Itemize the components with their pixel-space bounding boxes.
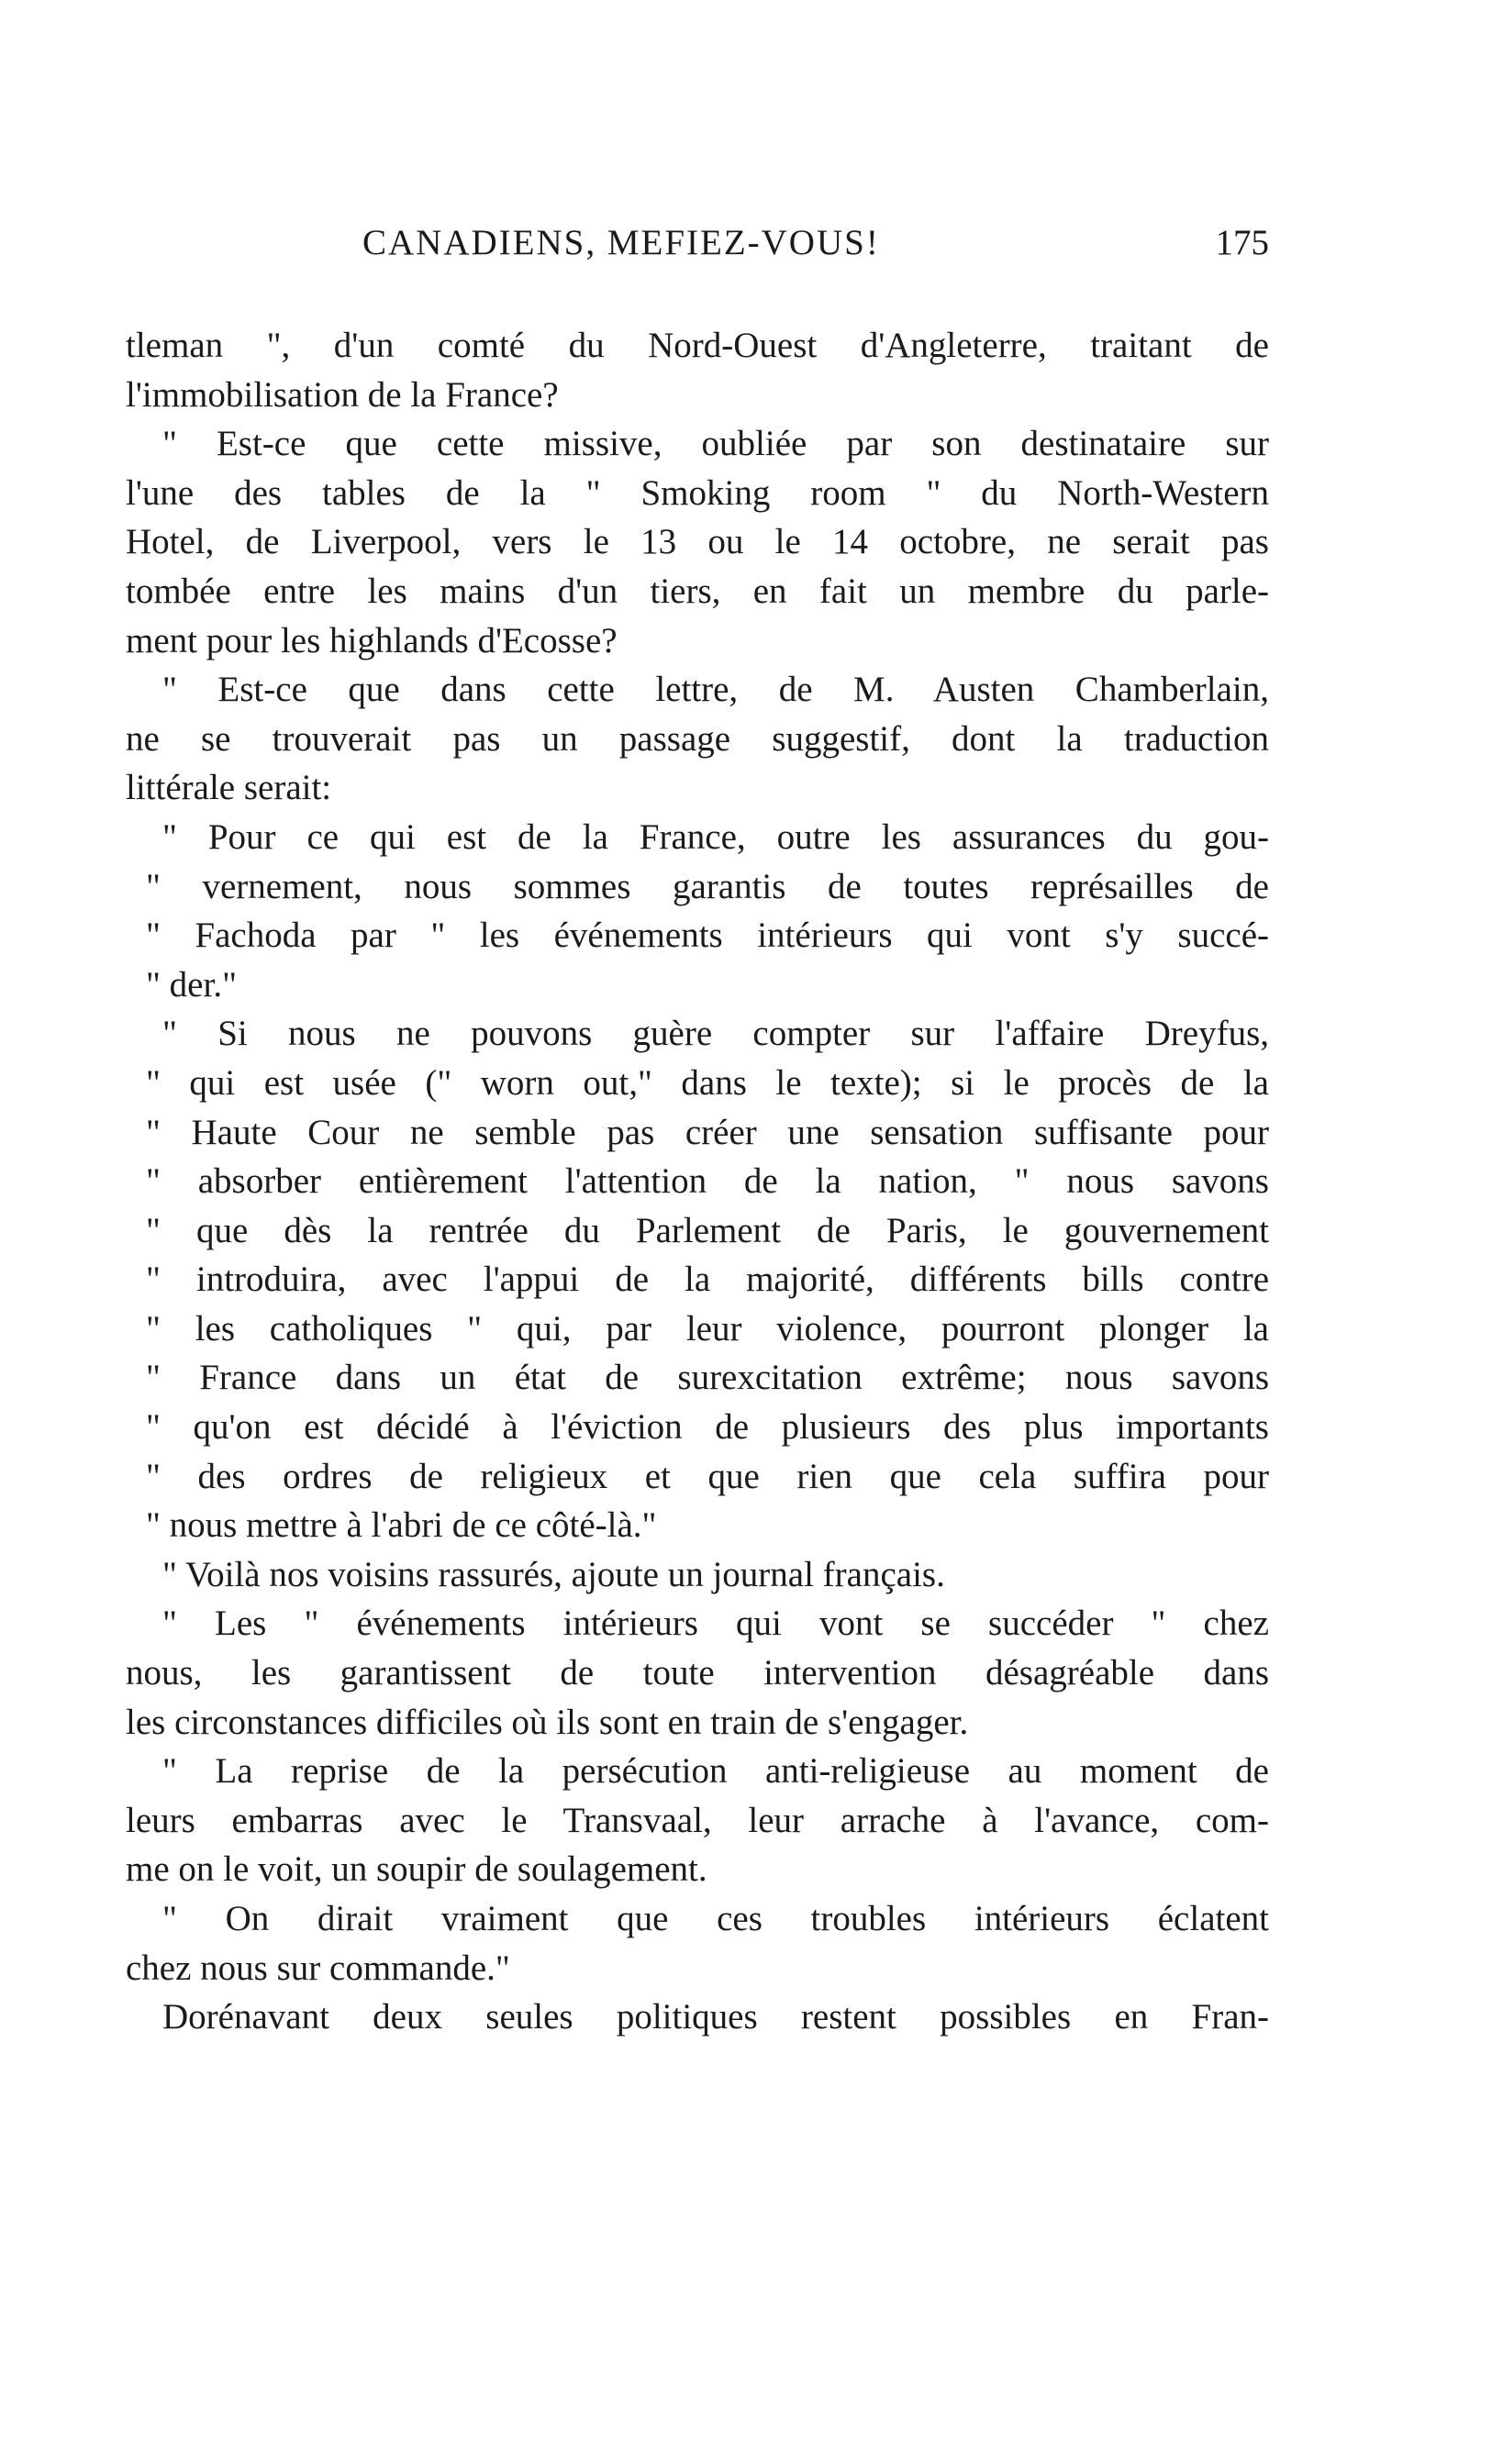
running-title: CANADIENS, MEFIEZ-VOUS! <box>362 223 880 262</box>
text-line: ment pour les highlands d'Ecosse? <box>126 620 618 660</box>
text-line: me on le voit, un soupir de soulagement. <box>126 1849 707 1890</box>
text-line: " absorber entièrement l'attention de la nation, " nous savons <box>146 1161 1269 1202</box>
text-line: " der." <box>146 964 237 1004</box>
text-line: tleman ", d'un comté du Nord-Ouest d'Angleterre, traitant de <box>126 326 1269 365</box>
text-line: " Est-ce que cette missive, oubliée par son destinataire sur <box>162 424 1269 464</box>
text-line: " Est-ce que dans cette lettre, de M. Austen Chamberlain, <box>162 670 1269 710</box>
text-line: les circonstances difficiles où ils sont en train de s'engager. <box>126 1702 969 1742</box>
text-line: " introduira, avec l'appui de la majorité, différents bills contre <box>146 1260 1269 1300</box>
text-line: " qui est usée (" worn out," dans le texte); si le procès de la <box>146 1062 1269 1103</box>
page-number: 175 <box>1215 223 1269 262</box>
text-line: chez nous sur commande." <box>126 1948 510 1988</box>
text-line: leurs embarras avec le Transvaal, leur arrache à l'avance, com- <box>126 1800 1269 1840</box>
running-head <box>362 222 1269 277</box>
text-line: nous, les garantissent de toute intervention désagréable dans <box>126 1653 1269 1693</box>
body-text <box>126 321 1269 2042</box>
text-line: " Haute Cour ne semble pas créer une sensation suffisante pour <box>146 1112 1269 1152</box>
text-line: " des ordres de religieux et que rien que cela suffira pour <box>146 1456 1269 1496</box>
text-line: l'immobilisation de la France? <box>126 374 559 415</box>
text-line: " On dirait vraiment que ces troubles intérieurs éclatent <box>162 1899 1269 1938</box>
text-line: ne se trouverait pas un passage suggestif, dont la traduction <box>126 718 1269 759</box>
text-line: " les catholiques " qui, par leur violence, pourront plonger la <box>146 1308 1269 1349</box>
text-line: " Les " événements intérieurs qui vont se succéder " chez <box>162 1604 1269 1644</box>
text-line: littérale serait: <box>126 768 332 808</box>
text-line: Hotel, de Liverpool, vers le 13 ou le 14 octobre, ne serait pas <box>126 522 1269 562</box>
text-line: " qu'on est décidé à l'éviction de plusieurs des plus importants <box>146 1407 1269 1448</box>
text-line: l'une des tables de la " Smoking room " du North-Western <box>126 472 1269 513</box>
text-line: " La reprise de la persécution anti-religieuse au moment de <box>162 1751 1269 1792</box>
text-line: " vernement, nous sommes garantis de toutes représailles de <box>146 866 1269 906</box>
text-line: " Fachoda par " les événements intérieurs qui vont s'y succé- <box>146 916 1269 956</box>
text-line: tombée entre les mains d'un tiers, en fait un membre du parle- <box>126 571 1269 611</box>
text-line: " France dans un état de surexcitation extrême; nous savons <box>146 1358 1269 1398</box>
text-line: " que dès la rentrée du Parlement de Paris, le gouvernement <box>146 1210 1269 1250</box>
text-line: Dorénavant deux seules politiques restent possibles en Fran- <box>162 1997 1269 2037</box>
text-line: " Si nous ne pouvons guère compter sur l'affaire Dreyfus, <box>162 1014 1269 1054</box>
text-line: " nous mettre à l'abri de ce côté-là." <box>146 1505 657 1546</box>
text-line: " Voilà nos voisins rassurés, ajoute un journal français. <box>162 1554 945 1594</box>
text-line: " Pour ce qui est de la France, outre les assurances du gou- <box>162 816 1269 857</box>
